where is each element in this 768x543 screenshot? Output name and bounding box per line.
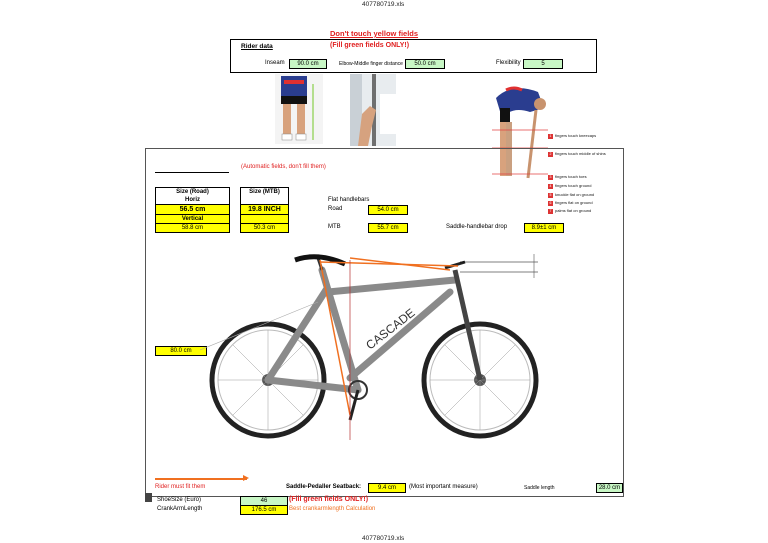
rider-fit-arrow-line: [155, 478, 247, 480]
fill-green-warning-bottom: (Fill green fields ONLY!): [289, 496, 369, 503]
shoe-size-field[interactable]: 46: [240, 496, 288, 506]
crank-calc-note: Best crankarmlength Calculation: [289, 506, 376, 512]
flex-legend-item: 3 fingers touch toes: [549, 174, 587, 179]
saddle-handlebar-drop-value: 8.9±1 cm: [524, 223, 564, 233]
inseam-label: Inseam: [265, 60, 285, 66]
flex-legend-item: 1 fingers touch kneecaps: [549, 133, 597, 138]
elbow-photo: [350, 74, 396, 146]
flex-legend-item: 2 fingers touch middle of shins: [549, 151, 606, 156]
automatic-fields-note: (Automatic fields, don't fill them): [241, 164, 326, 170]
rider-data-title: Rider data: [241, 43, 273, 50]
divider-line: [155, 172, 229, 173]
mtb-label: MTB: [328, 224, 341, 230]
saddle-length-label: Saddle length: [524, 485, 555, 491]
mtb-handlebar-value: 55.7 cm: [368, 223, 408, 233]
arrow-head-icon: [243, 475, 249, 481]
flat-handlebars-title: Flat handlebars: [328, 197, 370, 203]
flex-legend-item: 6 fingers flat on ground: [549, 200, 593, 205]
bike-diagram: [200, 240, 550, 445]
road-handlebar-value: 54.0 cm: [368, 205, 408, 215]
shoe-size-label: ShoeSize (Euro): [157, 497, 202, 503]
setback-label: Saddle-Pedaller Seatback:: [286, 484, 362, 490]
elbow-field[interactable]: 50.0 cm: [405, 59, 445, 69]
most-important-note: (Most important measure): [409, 484, 478, 490]
road-vertical-value: 58.8 cm: [155, 223, 230, 233]
flex-legend-item: 7 palms flat on ground: [549, 208, 592, 213]
saddle-length-field[interactable]: 28.0 cm: [596, 483, 623, 493]
mtb-vertical-value: 50.3 cm: [240, 223, 289, 233]
saddle-handlebar-drop-label: Saddle-handlebar drop: [446, 224, 508, 230]
saddle-height-value: 80.0 cm: [155, 346, 207, 356]
rider-must-fit-note: Rider must fit them: [155, 484, 206, 490]
flexibility-field[interactable]: 5: [523, 59, 563, 69]
dont-touch-warning: Don't touch yellow fields: [330, 29, 419, 38]
page-header-filename: 407780719.xls: [362, 1, 405, 8]
elbow-label: Elbow-Middle finger distance: [339, 61, 403, 67]
crank-arm-value: 176.5 cm: [240, 505, 288, 515]
shoe-icon: [145, 493, 152, 502]
flexibility-label: Flexibility: [496, 60, 521, 66]
svg-text:CASCADE: CASCADE: [363, 305, 418, 353]
page-footer-filename: 407780719.xls: [362, 535, 405, 542]
flex-legend-item: 4 fingers touch ground: [549, 183, 592, 188]
inseam-field[interactable]: 90.0 cm: [289, 59, 327, 69]
setback-value: 9.4 cm: [368, 483, 406, 493]
size-mtb-header-cell: Size (MTB): [240, 187, 289, 205]
fill-green-warning: (Fill green fields ONLY!): [330, 42, 410, 49]
size-road-header-cell: Size (Road) Horiz: [155, 187, 230, 205]
road-horiz-value: 56.5 cm: [155, 204, 230, 215]
mtb-horiz-value: 19.8 INCH: [240, 204, 289, 215]
road-vertical-label: Vertical: [155, 214, 230, 224]
flex-legend-item: 5 knuckle flat on ground: [549, 192, 595, 197]
road-label: Road: [328, 206, 343, 212]
crank-arm-label: CrankArmLength: [157, 506, 203, 512]
inseam-photo: [275, 74, 323, 144]
